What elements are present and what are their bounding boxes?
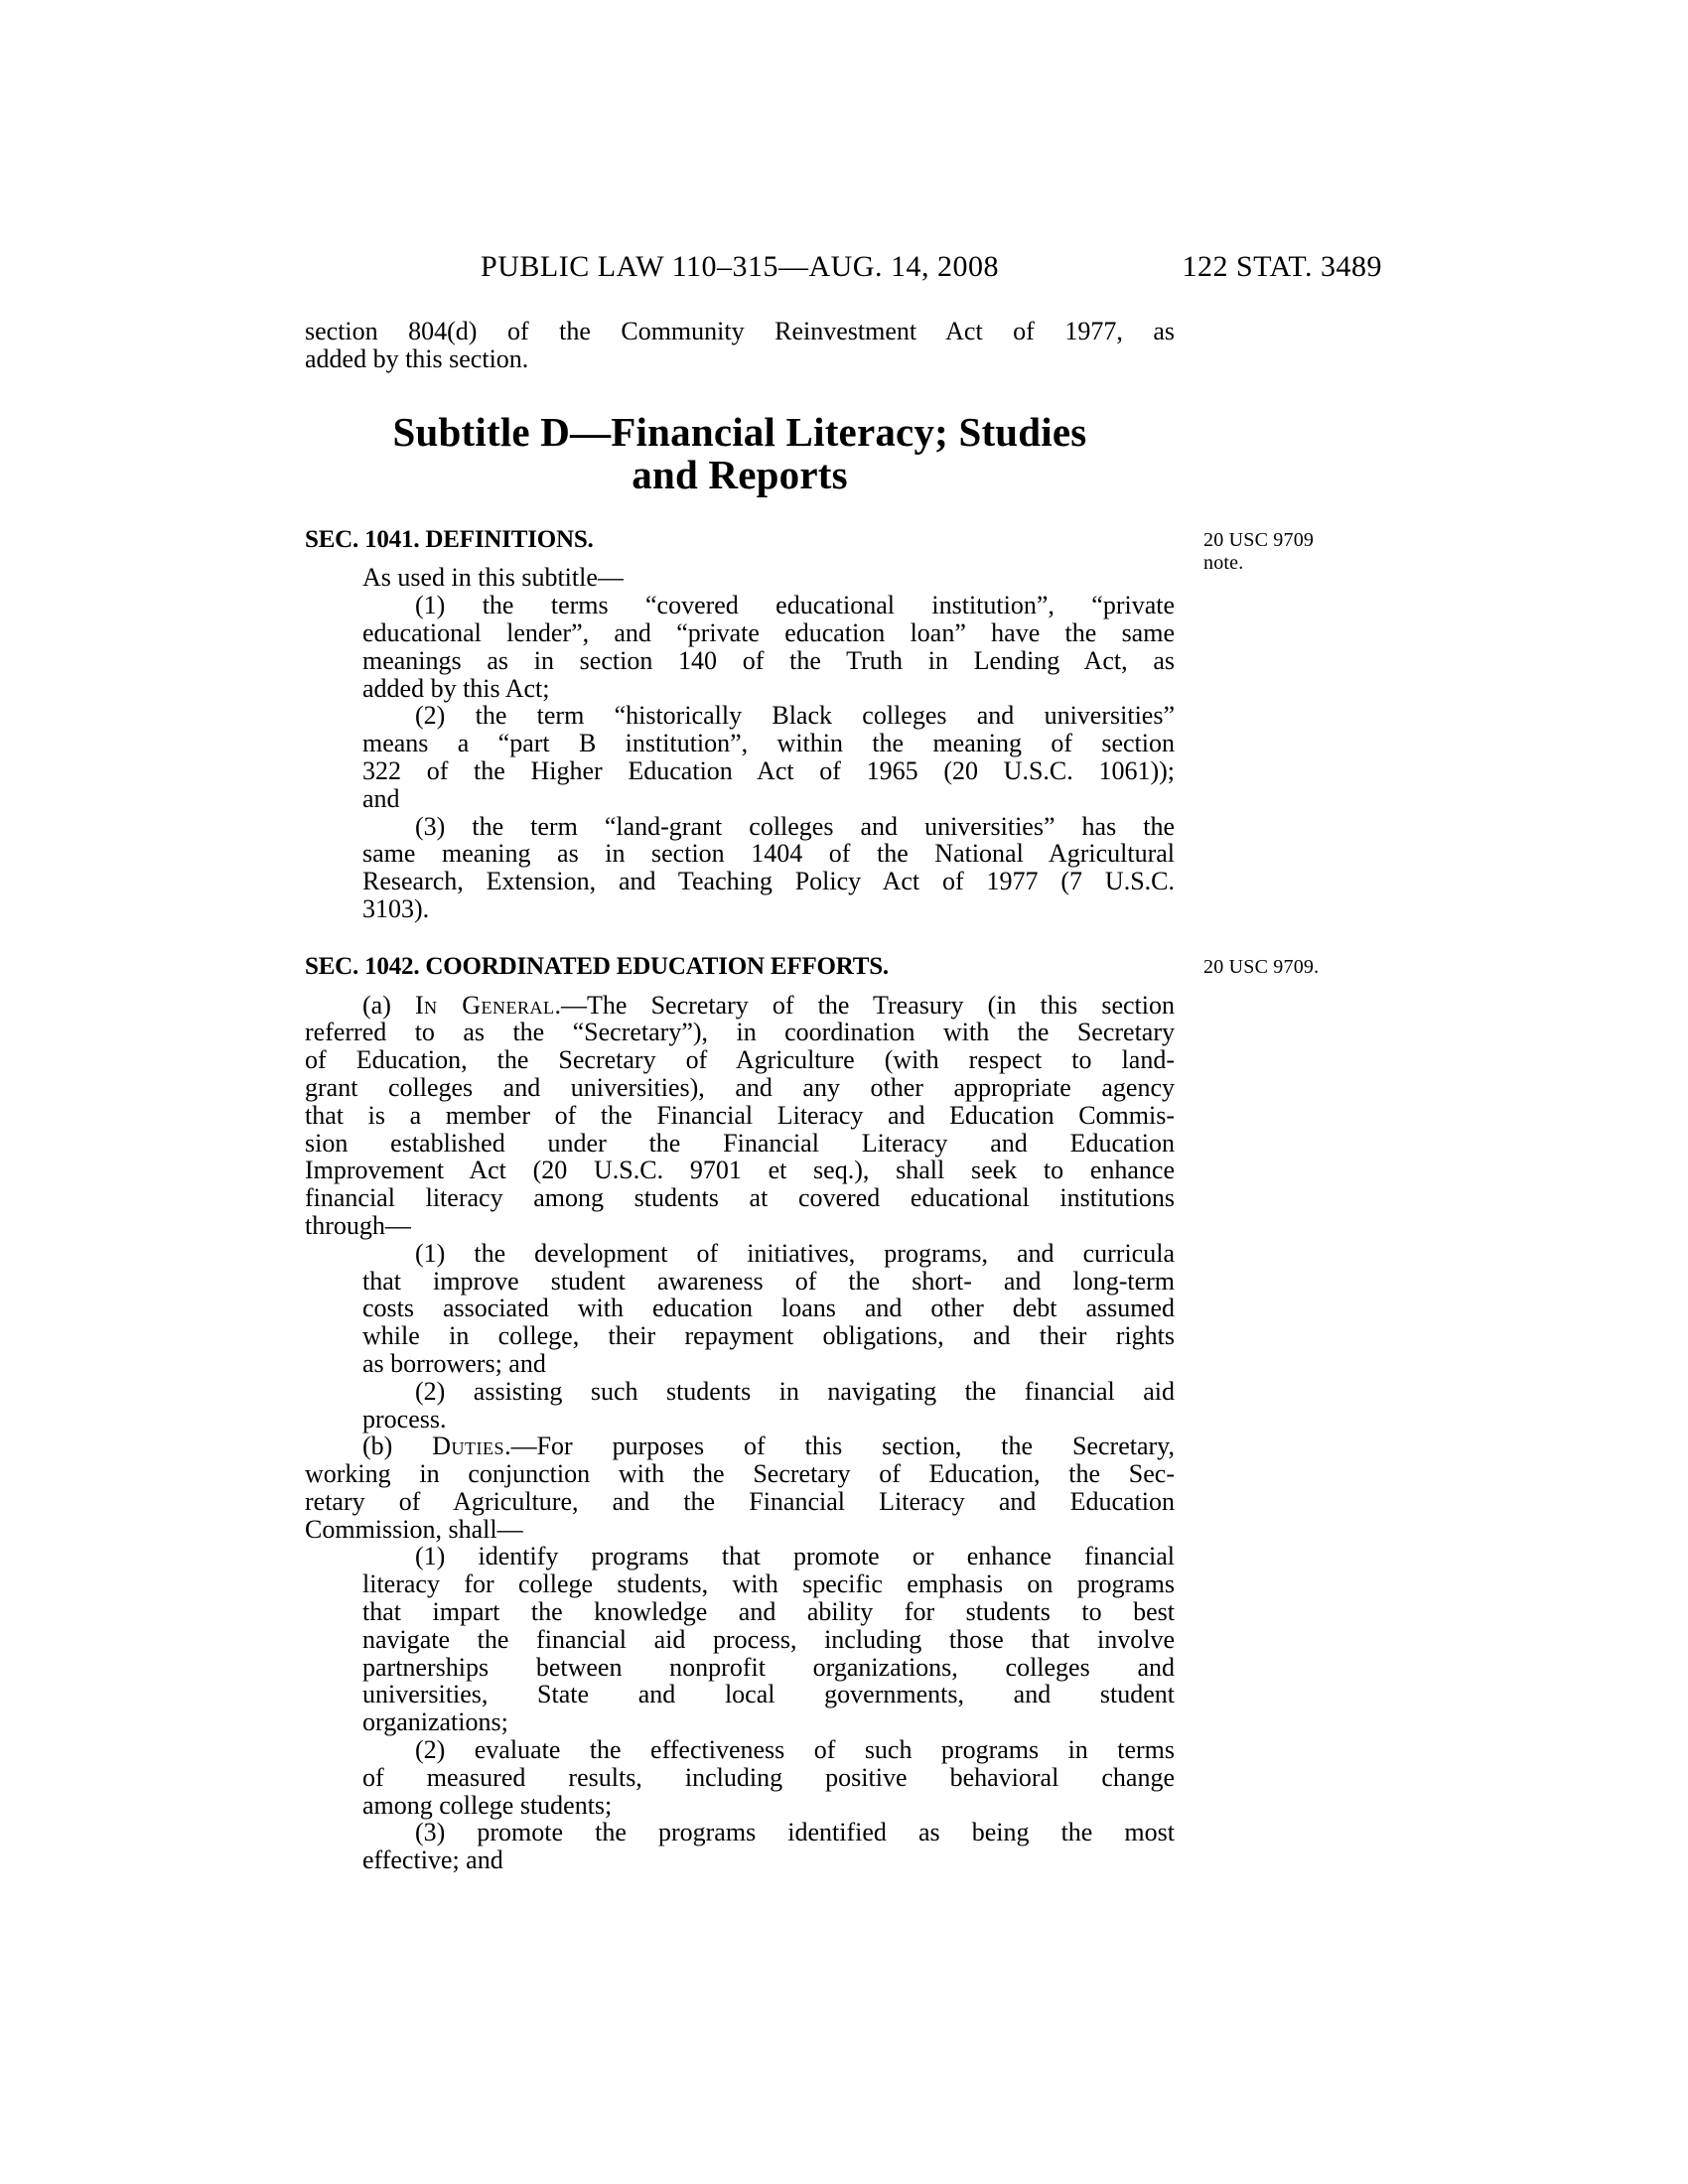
text-line: financial literacy among students at covered educational institutions	[305, 1183, 1175, 1213]
text-line: universities, State and local governments, and student	[362, 1680, 1175, 1709]
margin-note-line: 20 USC 9709.	[1203, 955, 1320, 978]
text-line: as borrowers; and	[362, 1348, 546, 1378]
margin-note-line: note.	[1203, 552, 1244, 575]
section-heading-row	[305, 952, 1320, 981]
paragraph	[362, 1543, 1175, 1736]
text-line: and	[362, 783, 400, 813]
paragraph	[305, 318, 1175, 373]
text-segment: (b)	[362, 1432, 433, 1461]
text-line	[305, 1433, 1175, 1460]
text-line: among college students;	[362, 1790, 613, 1820]
text-line: meanings as in section 140 of the Truth in Lending Act, as	[362, 645, 1175, 675]
text-line: process.	[362, 1404, 447, 1433]
text-line	[305, 992, 1175, 1020]
text-line: (2) the term “historically Black colleges and universities”	[415, 701, 1175, 731]
text-line: section 804(d) of the Community Reinvestment Act of 1977, as	[305, 317, 1175, 345]
text-line: Commission, shall—	[305, 1514, 523, 1544]
paragraph	[362, 702, 1175, 812]
text-segment: (a)	[362, 990, 415, 1020]
uscode-margin-note	[1203, 956, 1402, 980]
text-line: of measured results, including positive behavioral change	[362, 1762, 1175, 1792]
text-line: educational lender”, and “private education loan” have the same	[362, 617, 1175, 647]
text-line: (3) promote the programs identified as being the most	[415, 1818, 1175, 1847]
paragraph	[305, 992, 1175, 1240]
margin-note-line: 20 USC 9709	[1203, 528, 1315, 551]
text-line: partnerships between nonprofit organizations, colleges and	[362, 1652, 1175, 1682]
text-line: (3) the term “land-grant colleges and universities” has the	[415, 811, 1175, 841]
text-line: (2) evaluate the effectiveness of such programs in terms	[415, 1735, 1175, 1765]
text-segment: .—The Secretary of the Treasury (in this section	[554, 990, 1175, 1020]
subtitle-heading	[305, 408, 1175, 497]
text-line: while in college, their repayment obligations, and their rights	[362, 1321, 1175, 1351]
text-line: retary of Agriculture, and the Financial Literacy and Education	[305, 1486, 1175, 1516]
section-heading-row	[305, 525, 1315, 575]
heading-line: and Reports	[632, 451, 848, 497]
text-line: same meaning as in section 1404 of the National Agricultural	[362, 839, 1175, 869]
text-line: effective; and	[362, 1845, 503, 1875]
text-line: (1) the development of initiatives, programs, and curricula	[415, 1238, 1175, 1268]
text-line: Improvement Act (20 U.S.C. 9701 et seq.), shall seek to enhance	[305, 1156, 1175, 1185]
text-line: that improve student awareness of the short- and long-term	[362, 1266, 1175, 1296]
text-line: grant colleges and universities), and any other appropriate agency	[305, 1072, 1175, 1102]
text-line: working in conjunction with the Secretary of Education, the Sec-	[305, 1459, 1175, 1489]
text-line: referred to as the “Secretary”), in coordination with the Secretary	[305, 1018, 1175, 1047]
text-line: that is a member of the Financial Literacy and Education Commis-	[305, 1100, 1175, 1130]
text-line: navigate the financial aid process, including those that involve	[362, 1624, 1175, 1654]
text-line: costs associated with education loans and other debt assumed	[362, 1294, 1175, 1323]
text-line: Research, Extension, and Teaching Policy Act of 1977 (7 U.S.C.	[362, 867, 1175, 896]
heading-line: Subtitle D—Financial Literacy; Studies	[392, 408, 1087, 455]
stat-page-number: 122 STAT. 3489	[1182, 250, 1382, 283]
text-line: literacy for college students, with specific emphasis on programs	[362, 1570, 1175, 1599]
text-line: organizations;	[362, 1707, 508, 1737]
text-line: of Education, the Secretary of Agriculture (with respect to land-	[305, 1045, 1175, 1075]
paragraph	[305, 564, 1175, 592]
small-caps-text: Duties	[432, 1432, 505, 1461]
paragraph	[305, 1433, 1175, 1543]
paragraph	[362, 1240, 1175, 1378]
text-segment: .—For purposes of this section, the Secretary,	[504, 1432, 1175, 1461]
page-header	[305, 250, 1382, 290]
text-line: (1) identify programs that promote or enhance financial	[415, 1542, 1175, 1571]
paragraph	[362, 1736, 1175, 1819]
text-line: As used in this subtitle—	[362, 563, 624, 593]
law-title: PUBLIC LAW 110–315—AUG. 14, 2008	[481, 250, 999, 283]
text-line: 3103).	[362, 893, 430, 923]
paragraph	[362, 592, 1175, 702]
small-caps-text: In General	[414, 990, 555, 1020]
uscode-margin-note	[1203, 529, 1402, 576]
text-line: that impart the knowledge and ability for students to best	[362, 1597, 1175, 1627]
section-heading: SEC. 1041. DEFINITIONS.	[305, 525, 594, 553]
text-line: sion established under the Financial Literacy and Education	[305, 1128, 1175, 1158]
text-line: (1) the terms “covered educational institution”, “private	[415, 591, 1175, 620]
text-line: through—	[305, 1210, 411, 1240]
paragraph	[362, 813, 1175, 923]
paragraph	[362, 1378, 1175, 1433]
paragraph	[362, 1819, 1175, 1874]
text-line: 322 of the Higher Education Act of 1965 (20 U.S.C. 1061));	[362, 755, 1175, 785]
section-heading: SEC. 1042. COORDINATED EDUCATION EFFORTS.	[305, 952, 889, 980]
body-column	[305, 317, 1320, 1875]
text-line: means a “part B institution”, within the meaning of section	[362, 729, 1175, 758]
text-line: added by this Act;	[362, 673, 550, 703]
text-line: added by this section.	[305, 343, 529, 373]
text-line: (2) assisting such students in navigating the financial aid	[415, 1376, 1175, 1406]
